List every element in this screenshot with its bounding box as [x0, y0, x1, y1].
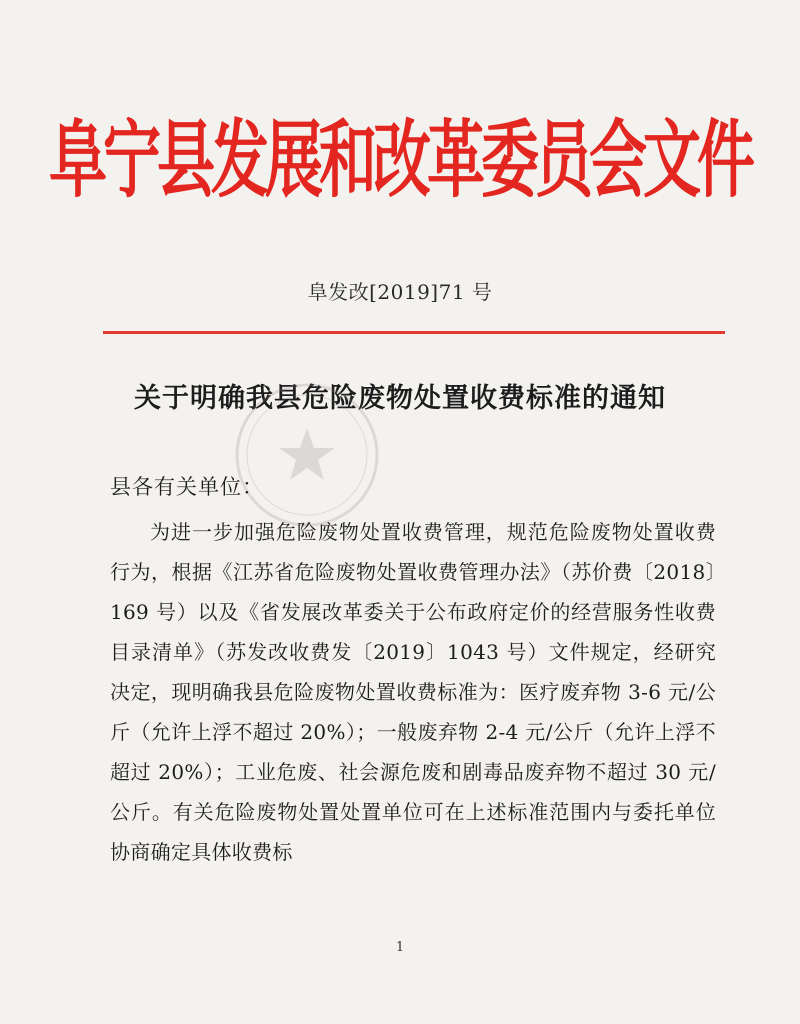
notice-body: 为进一步加强危险废物处置收费管理，规范危险废物处置收费行为，根据《江苏省危险废物处置收费管理办法》（苏价费〔2018〕169 号）以及《省发展改革委关于公布政府定价的经营服务性收费目录清单》（苏发改收费发〔2019〕1043 号）文件规定，经研究决定，现明确我县危险废物处置收费标准为：医疗废弃物 3-6 元/公斤（允许上浮不超过 20%）；一般废弃物 2-4 元/公斤（允许上浮不超过 20%）；工业危废、社会源危废和剧毒品废弃物不超过 30 元/公斤。有关危险废物处置处置单位可在上述标准范围内与委托单位协商确定具体收费标 — [110, 520, 716, 864]
red-divider — [103, 331, 725, 334]
issuer-title: 阜宁县发展和改革委员会文件 — [48, 110, 751, 210]
page-number: 1 — [395, 940, 405, 955]
salutation: 县各有关单位： — [110, 475, 264, 499]
document-number: 阜发改[2019]71 号 — [307, 280, 493, 304]
official-seal-icon — [232, 380, 382, 530]
notice-title: 关于明确我县危险废物处置收费标准的通知 — [134, 383, 666, 414]
